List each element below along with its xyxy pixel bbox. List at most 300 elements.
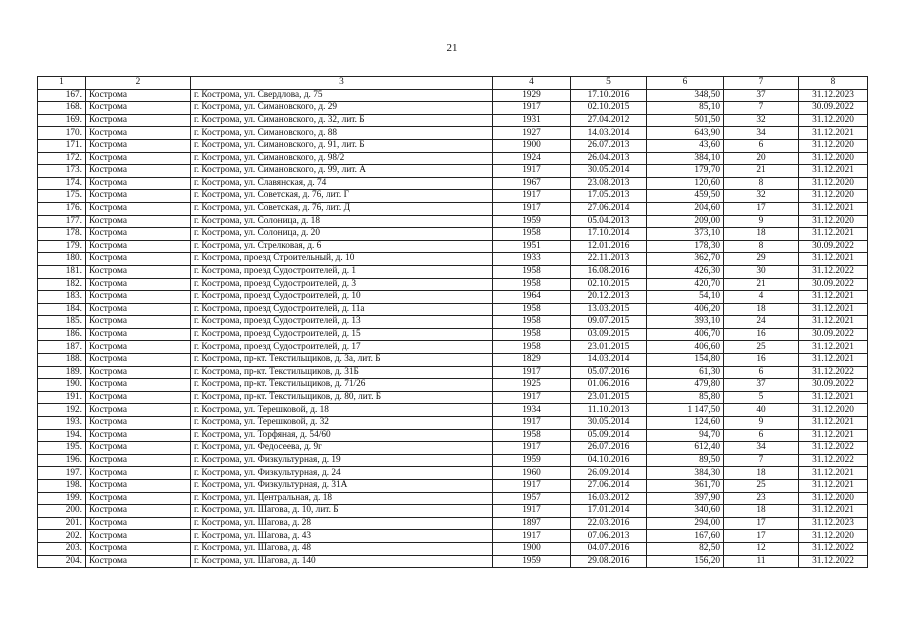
date-cell: 17.10.2014 — [571, 228, 647, 241]
date-cell: 30.05.2014 — [571, 165, 647, 178]
table-row — [38, 341, 868, 354]
table-row — [38, 303, 868, 316]
city-cell: Кострома — [86, 177, 191, 190]
row-number: 192. — [38, 404, 86, 417]
city-cell: Кострома — [86, 102, 191, 115]
table-row — [38, 291, 868, 304]
year-cell: 1917 — [493, 202, 571, 215]
address-cell: г. Кострома, ул. Физкультурная, д. 31А — [191, 480, 493, 493]
row-number: 198. — [38, 480, 86, 493]
address-cell: г. Кострома, проезд Судостроителей, д. 15 — [191, 328, 493, 341]
count-cell: 8 — [724, 240, 799, 253]
year-cell: 1917 — [493, 391, 571, 404]
area-cell: 459,50 — [647, 190, 724, 203]
count-cell: 8 — [724, 177, 799, 190]
year-cell: 1917 — [493, 165, 571, 178]
date-cell: 27.06.2014 — [571, 480, 647, 493]
area-cell: 154,80 — [647, 354, 724, 367]
area-cell: 156,20 — [647, 555, 724, 568]
address-cell: г. Кострома, ул. Шагова, д. 10, лит. Б — [191, 505, 493, 518]
year-cell: 1900 — [493, 139, 571, 152]
area-cell: 393,10 — [647, 316, 724, 329]
deadline-cell: 31.12.2020 — [799, 114, 868, 127]
address-cell: г. Кострома, ул. Шагова, д. 140 — [191, 555, 493, 568]
address-cell: г. Кострома, проезд Судостроителей, д. 11а — [191, 303, 493, 316]
table-row — [38, 429, 868, 442]
deadline-cell: 30.09.2022 — [799, 278, 868, 291]
city-cell: Кострома — [86, 114, 191, 127]
area-cell: 61,30 — [647, 366, 724, 379]
table-row — [38, 492, 868, 505]
area-cell: 406,20 — [647, 303, 724, 316]
table-row — [38, 127, 868, 140]
year-cell: 1958 — [493, 429, 571, 442]
year-cell: 1958 — [493, 278, 571, 291]
year-cell: 1958 — [493, 228, 571, 241]
deadline-cell: 31.12.2021 — [799, 316, 868, 329]
year-cell: 1931 — [493, 114, 571, 127]
count-cell: 6 — [724, 366, 799, 379]
deadline-cell: 31.12.2020 — [799, 215, 868, 228]
date-cell: 23.01.2015 — [571, 391, 647, 404]
deadline-cell: 31.12.2021 — [799, 303, 868, 316]
year-cell: 1929 — [493, 89, 571, 102]
deadline-cell: 30.09.2022 — [799, 328, 868, 341]
count-cell: 7 — [724, 102, 799, 115]
row-number: 203. — [38, 542, 86, 555]
table-row — [38, 316, 868, 329]
address-cell: г. Кострома, ул. Шагова, д. 28 — [191, 517, 493, 530]
area-cell: 362,70 — [647, 253, 724, 266]
area-cell: 179,70 — [647, 165, 724, 178]
address-cell: г. Кострома, ул. Физкультурная, д. 19 — [191, 454, 493, 467]
deadline-cell: 31.12.2023 — [799, 517, 868, 530]
date-cell: 29.08.2016 — [571, 555, 647, 568]
city-cell: Кострома — [86, 442, 191, 455]
count-cell: 21 — [724, 165, 799, 178]
row-number: 167. — [38, 89, 86, 102]
area-cell: 85,80 — [647, 391, 724, 404]
count-cell: 17 — [724, 530, 799, 543]
address-cell: г. Кострома, проезд Судостроителей, д. 10 — [191, 291, 493, 304]
address-cell: г. Кострома, пр-кт. Текстильщиков, д. 31Б — [191, 366, 493, 379]
column-number: 3 — [191, 77, 493, 90]
city-cell: Кострома — [86, 517, 191, 530]
table-row — [38, 152, 868, 165]
table-row — [38, 366, 868, 379]
year-cell: 1897 — [493, 517, 571, 530]
count-cell: 23 — [724, 492, 799, 505]
row-number: 191. — [38, 391, 86, 404]
count-cell: 17 — [724, 202, 799, 215]
deadline-cell: 31.12.2021 — [799, 429, 868, 442]
row-number: 185. — [38, 316, 86, 329]
area-cell: 54,10 — [647, 291, 724, 304]
city-cell: Кострома — [86, 139, 191, 152]
count-cell: 34 — [724, 442, 799, 455]
deadline-cell: 31.12.2021 — [799, 505, 868, 518]
address-cell: г. Кострома, проезд Судостроителей, д. 13 — [191, 316, 493, 329]
row-number: 186. — [38, 328, 86, 341]
year-cell: 1917 — [493, 480, 571, 493]
row-number: 179. — [38, 240, 86, 253]
deadline-cell: 31.12.2022 — [799, 366, 868, 379]
deadline-cell: 31.12.2022 — [799, 442, 868, 455]
count-cell: 34 — [724, 127, 799, 140]
deadline-cell: 31.12.2021 — [799, 341, 868, 354]
deadline-cell: 31.12.2021 — [799, 354, 868, 367]
date-cell: 01.06.2016 — [571, 379, 647, 392]
deadline-cell: 31.12.2023 — [799, 89, 868, 102]
row-number: 170. — [38, 127, 86, 140]
count-cell: 6 — [724, 429, 799, 442]
year-cell: 1917 — [493, 530, 571, 543]
count-cell: 32 — [724, 114, 799, 127]
date-cell: 23.08.2013 — [571, 177, 647, 190]
table-row — [38, 442, 868, 455]
address-cell: г. Кострома, ул. Симановского, д. 91, лит. Б — [191, 139, 493, 152]
table-row — [38, 177, 868, 190]
date-cell: 16.03.2012 — [571, 492, 647, 505]
row-number: 168. — [38, 102, 86, 115]
date-cell: 13.03.2015 — [571, 303, 647, 316]
area-cell: 340,60 — [647, 505, 724, 518]
year-cell: 1829 — [493, 354, 571, 367]
year-cell: 1958 — [493, 316, 571, 329]
address-cell: г. Кострома, ул. Шагова, д. 48 — [191, 542, 493, 555]
row-number: 176. — [38, 202, 86, 215]
row-number: 188. — [38, 354, 86, 367]
city-cell: Кострома — [86, 152, 191, 165]
date-cell: 17.05.2013 — [571, 190, 647, 203]
address-cell: г. Кострома, ул. Торфяная, д. 54/60 — [191, 429, 493, 442]
row-number: 189. — [38, 366, 86, 379]
deadline-cell: 31.12.2022 — [799, 555, 868, 568]
deadline-cell: 31.12.2020 — [799, 190, 868, 203]
deadline-cell: 31.12.2021 — [799, 417, 868, 430]
count-cell: 20 — [724, 152, 799, 165]
area-cell: 612,40 — [647, 442, 724, 455]
address-cell: г. Кострома, ул. Славянская, д. 74 — [191, 177, 493, 190]
area-cell: 82,50 — [647, 542, 724, 555]
row-number: 193. — [38, 417, 86, 430]
column-number: 8 — [799, 77, 868, 90]
address-cell: г. Кострома, ул. Солоница, д. 20 — [191, 228, 493, 241]
area-cell: 643,90 — [647, 127, 724, 140]
count-cell: 18 — [724, 228, 799, 241]
area-cell: 43,60 — [647, 139, 724, 152]
row-number: 177. — [38, 215, 86, 228]
year-cell: 1959 — [493, 215, 571, 228]
address-cell: г. Кострома, ул. Физкультурная, д. 24 — [191, 467, 493, 480]
city-cell: Кострома — [86, 404, 191, 417]
year-cell: 1917 — [493, 190, 571, 203]
city-cell: Кострома — [86, 480, 191, 493]
row-number: 197. — [38, 467, 86, 480]
row-number: 202. — [38, 530, 86, 543]
address-cell: г. Кострома, ул. Стрелковая, д. 6 — [191, 240, 493, 253]
city-cell: Кострома — [86, 190, 191, 203]
city-cell: Кострома — [86, 530, 191, 543]
address-cell: г. Кострома, ул. Центральная, д. 18 — [191, 492, 493, 505]
count-cell: 37 — [724, 89, 799, 102]
count-cell: 24 — [724, 316, 799, 329]
row-number: 196. — [38, 454, 86, 467]
row-number: 199. — [38, 492, 86, 505]
date-cell: 02.10.2015 — [571, 102, 647, 115]
row-number: 187. — [38, 341, 86, 354]
column-number: 6 — [647, 77, 724, 90]
deadline-cell: 31.12.2021 — [799, 127, 868, 140]
table-row — [38, 454, 868, 467]
city-cell: Кострома — [86, 228, 191, 241]
address-cell: г. Кострома, пр-кт. Текстильщиков, д. 80, лит. Б — [191, 391, 493, 404]
year-cell: 1960 — [493, 467, 571, 480]
city-cell: Кострома — [86, 429, 191, 442]
row-number: 172. — [38, 152, 86, 165]
date-cell: 05.09.2014 — [571, 429, 647, 442]
area-cell: 384,30 — [647, 467, 724, 480]
row-number: 194. — [38, 429, 86, 442]
area-cell: 397,90 — [647, 492, 724, 505]
row-number: 178. — [38, 228, 86, 241]
date-cell: 11.10.2013 — [571, 404, 647, 417]
deadline-cell: 31.12.2020 — [799, 530, 868, 543]
city-cell: Кострома — [86, 278, 191, 291]
year-cell: 1958 — [493, 341, 571, 354]
address-cell: г. Кострома, ул. Федосеева, д. 9г — [191, 442, 493, 455]
year-cell: 1924 — [493, 152, 571, 165]
table-row — [38, 215, 868, 228]
deadline-cell: 30.09.2022 — [799, 240, 868, 253]
date-cell: 27.04.2012 — [571, 114, 647, 127]
deadline-cell: 31.12.2020 — [799, 492, 868, 505]
column-number: 2 — [86, 77, 191, 90]
city-cell: Кострома — [86, 454, 191, 467]
column-number: 7 — [724, 77, 799, 90]
city-cell: Кострома — [86, 202, 191, 215]
date-cell: 03.09.2015 — [571, 328, 647, 341]
count-cell: 18 — [724, 505, 799, 518]
row-number: 173. — [38, 165, 86, 178]
area-cell: 120,60 — [647, 177, 724, 190]
date-cell: 17.10.2016 — [571, 89, 647, 102]
count-cell: 16 — [724, 354, 799, 367]
year-cell: 1933 — [493, 253, 571, 266]
count-cell: 9 — [724, 417, 799, 430]
city-cell: Кострома — [86, 505, 191, 518]
table-row — [38, 379, 868, 392]
city-cell: Кострома — [86, 89, 191, 102]
year-cell: 1917 — [493, 366, 571, 379]
year-cell: 1959 — [493, 555, 571, 568]
address-cell: г. Кострома, ул. Свердлова, д. 75 — [191, 89, 493, 102]
area-cell: 85,10 — [647, 102, 724, 115]
year-cell: 1951 — [493, 240, 571, 253]
deadline-cell: 31.12.2021 — [799, 467, 868, 480]
city-cell: Кострома — [86, 303, 191, 316]
city-cell: Кострома — [86, 492, 191, 505]
year-cell: 1957 — [493, 492, 571, 505]
city-cell: Кострома — [86, 127, 191, 140]
count-cell: 18 — [724, 467, 799, 480]
date-cell: 14.03.2014 — [571, 354, 647, 367]
table-row — [38, 517, 868, 530]
row-number: 174. — [38, 177, 86, 190]
city-cell: Кострома — [86, 391, 191, 404]
table-row — [38, 89, 868, 102]
area-cell: 209,00 — [647, 215, 724, 228]
table-row — [38, 542, 868, 555]
deadline-cell: 31.12.2020 — [799, 139, 868, 152]
column-number: 5 — [571, 77, 647, 90]
row-number: 204. — [38, 555, 86, 568]
date-cell: 02.10.2015 — [571, 278, 647, 291]
year-cell: 1959 — [493, 454, 571, 467]
table-row — [38, 328, 868, 341]
date-cell: 26.07.2013 — [571, 139, 647, 152]
deadline-cell: 31.12.2021 — [799, 165, 868, 178]
count-cell: 25 — [724, 480, 799, 493]
date-cell: 26.09.2014 — [571, 467, 647, 480]
row-number: 169. — [38, 114, 86, 127]
row-number: 180. — [38, 253, 86, 266]
deadline-cell: 31.12.2022 — [799, 265, 868, 278]
date-cell: 20.12.2013 — [571, 291, 647, 304]
date-cell: 30.05.2014 — [571, 417, 647, 430]
address-cell: г. Кострома, ул. Симановского, д. 88 — [191, 127, 493, 140]
table-row — [38, 505, 868, 518]
table-row — [38, 404, 868, 417]
area-cell: 384,10 — [647, 152, 724, 165]
row-number: 184. — [38, 303, 86, 316]
date-cell: 14.03.2014 — [571, 127, 647, 140]
date-cell: 09.07.2015 — [571, 316, 647, 329]
row-number: 195. — [38, 442, 86, 455]
table-row — [38, 102, 868, 115]
city-cell: Кострома — [86, 354, 191, 367]
area-cell: 204,60 — [647, 202, 724, 215]
table-row — [38, 555, 868, 568]
area-cell: 479,80 — [647, 379, 724, 392]
area-cell: 406,60 — [647, 341, 724, 354]
count-cell: 6 — [724, 139, 799, 152]
year-cell: 1917 — [493, 505, 571, 518]
address-cell: г. Кострома, пр-кт. Текстильщиков, д. 3а, лит. Б — [191, 354, 493, 367]
count-cell: 9 — [724, 215, 799, 228]
city-cell: Кострома — [86, 316, 191, 329]
year-cell: 1958 — [493, 303, 571, 316]
year-cell: 1917 — [493, 417, 571, 430]
city-cell: Кострома — [86, 467, 191, 480]
table-row — [38, 354, 868, 367]
column-number-row — [38, 77, 868, 90]
deadline-cell: 31.12.2022 — [799, 542, 868, 555]
area-cell: 361,70 — [647, 480, 724, 493]
date-cell: 26.07.2016 — [571, 442, 647, 455]
city-cell: Кострома — [86, 291, 191, 304]
address-cell: г. Кострома, ул. Солоница, д. 18 — [191, 215, 493, 228]
count-cell: 40 — [724, 404, 799, 417]
table-row — [38, 114, 868, 127]
count-cell: 5 — [724, 391, 799, 404]
address-cell: г. Кострома, проезд Судостроителей, д. 17 — [191, 341, 493, 354]
address-cell: г. Кострома, проезд Судостроителей, д. 1 — [191, 265, 493, 278]
deadline-cell: 31.12.2020 — [799, 152, 868, 165]
table-row — [38, 202, 868, 215]
date-cell: 26.04.2013 — [571, 152, 647, 165]
table-row — [38, 417, 868, 430]
date-cell: 05.04.2013 — [571, 215, 647, 228]
address-cell: г. Кострома, ул. Терешковой, д. 32 — [191, 417, 493, 430]
city-cell: Кострома — [86, 417, 191, 430]
count-cell: 37 — [724, 379, 799, 392]
table-row — [38, 265, 868, 278]
area-cell: 501,50 — [647, 114, 724, 127]
register-table — [37, 76, 868, 568]
count-cell: 16 — [724, 328, 799, 341]
count-cell: 21 — [724, 278, 799, 291]
city-cell: Кострома — [86, 341, 191, 354]
area-cell: 426,30 — [647, 265, 724, 278]
city-cell: Кострома — [86, 366, 191, 379]
date-cell: 04.07.2016 — [571, 542, 647, 555]
area-cell: 294,00 — [647, 517, 724, 530]
area-cell: 420,70 — [647, 278, 724, 291]
area-cell: 1 147,50 — [647, 404, 724, 417]
deadline-cell: 31.12.2020 — [799, 177, 868, 190]
deadline-cell: 31.12.2021 — [799, 228, 868, 241]
address-cell: г. Кострома, ул. Терешковой, д. 18 — [191, 404, 493, 417]
year-cell: 1927 — [493, 127, 571, 140]
count-cell: 11 — [724, 555, 799, 568]
row-number: 200. — [38, 505, 86, 518]
deadline-cell: 31.12.2020 — [799, 404, 868, 417]
year-cell: 1934 — [493, 404, 571, 417]
deadline-cell: 31.12.2021 — [799, 480, 868, 493]
date-cell: 22.11.2013 — [571, 253, 647, 266]
city-cell: Кострома — [86, 165, 191, 178]
year-cell: 1925 — [493, 379, 571, 392]
year-cell: 1964 — [493, 291, 571, 304]
table-row — [38, 278, 868, 291]
table-row — [38, 165, 868, 178]
city-cell: Кострома — [86, 240, 191, 253]
count-cell: 25 — [724, 341, 799, 354]
date-cell: 07.06.2013 — [571, 530, 647, 543]
date-cell: 16.08.2016 — [571, 265, 647, 278]
area-cell: 406,70 — [647, 328, 724, 341]
year-cell: 1917 — [493, 442, 571, 455]
city-cell: Кострома — [86, 215, 191, 228]
count-cell: 12 — [724, 542, 799, 555]
address-cell: г. Кострома, ул. Симановского, д. 98/2 — [191, 152, 493, 165]
city-cell: Кострома — [86, 379, 191, 392]
year-cell: 1967 — [493, 177, 571, 190]
count-cell: 7 — [724, 454, 799, 467]
count-cell: 17 — [724, 517, 799, 530]
column-number: 1 — [38, 77, 86, 90]
area-cell: 89,50 — [647, 454, 724, 467]
year-cell: 1958 — [493, 328, 571, 341]
deadline-cell: 31.12.2021 — [799, 202, 868, 215]
deadline-cell: 31.12.2021 — [799, 253, 868, 266]
row-number: 171. — [38, 139, 86, 152]
row-number: 183. — [38, 291, 86, 304]
table-row — [38, 253, 868, 266]
city-cell: Кострома — [86, 542, 191, 555]
date-cell: 05.07.2016 — [571, 366, 647, 379]
